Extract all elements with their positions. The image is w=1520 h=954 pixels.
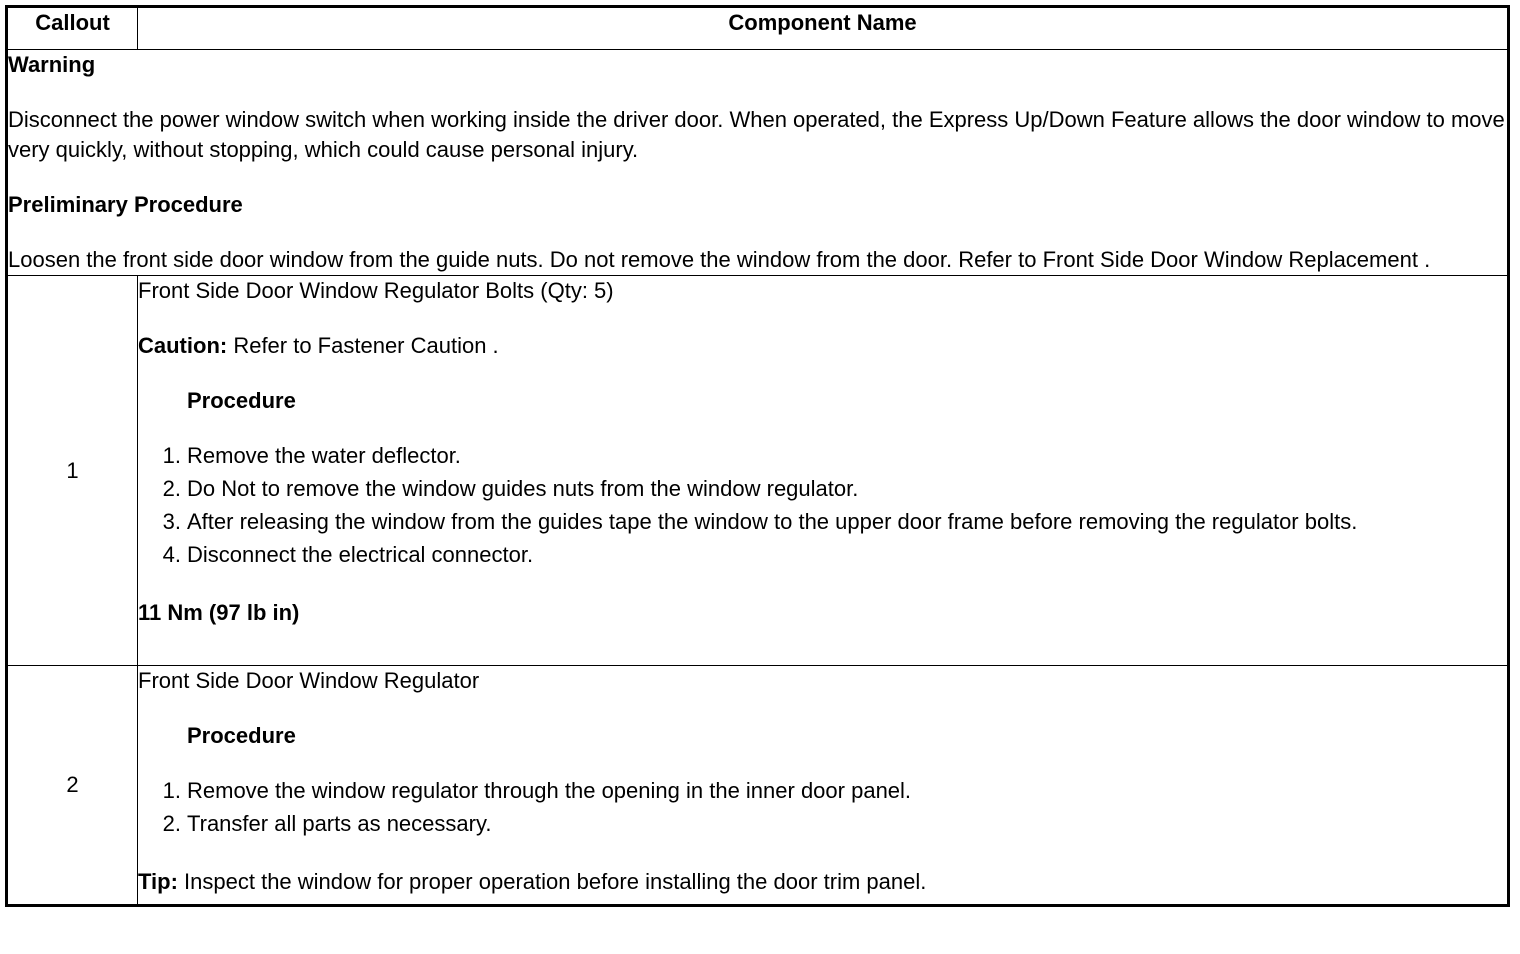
- component-column-header: Component Name: [138, 7, 1509, 50]
- component-name: Front Side Door Window Regulator: [138, 668, 480, 693]
- step-text: Do Not to remove the window guides nuts from the window regulator.: [187, 476, 859, 501]
- callout-column-header: Callout: [7, 7, 138, 50]
- tip-label: Tip:: [138, 869, 178, 894]
- step-number: 3.: [162, 509, 181, 534]
- tip-text: Inspect the window for proper operation before installing the door trim panel.: [177, 869, 927, 894]
- intro-row: [7, 50, 1509, 276]
- table-row: [7, 666, 1509, 906]
- step-number: 4.: [162, 542, 181, 567]
- list-item: [162, 540, 1507, 570]
- procedure-steps: [138, 441, 1507, 570]
- torque-spec: 11 Nm (97 lb in): [138, 600, 300, 625]
- component-name: Front Side Door Window Regulator Bolts (Qty: 5): [138, 278, 614, 303]
- caution-note: [138, 331, 1507, 361]
- intro-cell: [7, 50, 1509, 276]
- step-number: 2.: [162, 476, 181, 501]
- step-number: 1.: [162, 443, 181, 468]
- step-number: 2.: [162, 811, 181, 836]
- component-cell: [138, 666, 1509, 906]
- warning-title: Warning: [8, 52, 96, 77]
- step-text: Disconnect the electrical connector.: [187, 542, 534, 567]
- step-text: After releasing the window from the guides tape the window to the upper door frame before removing the regulator bolts.: [187, 509, 1358, 534]
- caution-label: Caution:: [138, 333, 228, 358]
- tip-note: [138, 867, 1507, 897]
- warning-text: Disconnect the power window switch when working inside the driver door. When operated, the Express Up/Down Feature allows the door window to move very quickly, without stopping, which could cause personal injury.: [8, 107, 1505, 162]
- component-cell: [138, 276, 1509, 666]
- procedure-title: Procedure: [187, 723, 296, 748]
- procedure-title: Procedure: [187, 388, 296, 413]
- table-header-row: [7, 7, 1509, 50]
- procedure-document: [5, 5, 1507, 907]
- step-number: 1.: [162, 778, 181, 803]
- preliminary-text: Loosen the front side door window from the guide nuts. Do not remove the window from the door. Refer to Front Side Door Window Replacement .: [8, 247, 1431, 272]
- list-item: [162, 809, 1507, 839]
- caution-text: Refer to Fastener Caution .: [227, 333, 499, 358]
- step-text: Remove the water deflector.: [187, 443, 461, 468]
- table-row: [7, 276, 1509, 666]
- callout-number: 1: [7, 276, 138, 666]
- step-text: Transfer all parts as necessary.: [187, 811, 492, 836]
- preliminary-title: Preliminary Procedure: [8, 192, 243, 217]
- step-text: Remove the window regulator through the opening in the inner door panel.: [187, 778, 912, 803]
- list-item: [162, 474, 1507, 504]
- list-item: [162, 507, 1507, 537]
- component-table: [5, 5, 1510, 907]
- procedure-steps: [138, 776, 1507, 839]
- list-item: [162, 776, 1507, 806]
- callout-number: 2: [7, 666, 138, 906]
- list-item: [162, 441, 1507, 471]
